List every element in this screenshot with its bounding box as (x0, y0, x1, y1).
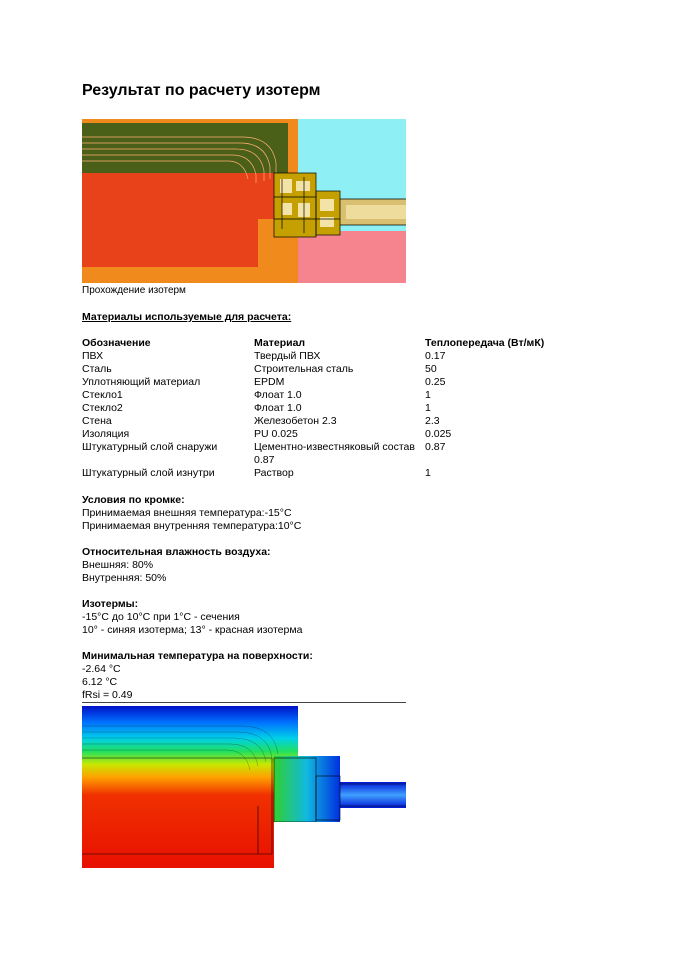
cell: 0.87 (425, 441, 446, 453)
cell: 0.25 (425, 376, 446, 388)
cell: Цементно-известняковый состав 0.87 (254, 441, 415, 466)
text-line: -2.64 °C (82, 663, 121, 675)
cell: Уплотняющий материал (82, 376, 201, 388)
table-row (82, 467, 575, 480)
cell: Стекло2 (82, 402, 123, 414)
cell: Твердый ПВХ (254, 350, 321, 362)
table-row (82, 376, 575, 389)
text-line: Принимаемая внешняя температура:-15°C (82, 507, 292, 519)
table-row (82, 441, 575, 467)
table-row (82, 350, 575, 363)
materials-heading: Материалы используемые для расчета: (82, 311, 292, 323)
figure-caption: Прохождение изотерм (82, 285, 186, 296)
humidity-heading: Относительная влажность воздуха: (82, 546, 271, 558)
table-header-row (82, 337, 575, 350)
table-row (82, 363, 575, 376)
min-temp-heading: Минимальная температура на поверхности: (82, 650, 313, 662)
cell: Строительная сталь (254, 363, 354, 375)
column-header: Обозначение (82, 337, 151, 349)
cell: Железобетон 2.3 (254, 415, 337, 427)
cell: 1 (425, 389, 431, 401)
cell: EPDM (254, 376, 285, 388)
table-row (82, 402, 575, 415)
text-line: Внешняя: 80% (82, 559, 154, 571)
table-row (82, 389, 575, 402)
text-line: fRsi = 0.49 (82, 689, 133, 701)
table-row (82, 428, 575, 441)
isotherms-heading: Изотермы: (82, 598, 139, 610)
text-line: 10° - синяя изотерма; 13° - красная изотерма (82, 624, 303, 636)
temperature-gradient-figure (82, 706, 406, 868)
cell: Флоат 1.0 (254, 389, 302, 401)
cell: Стекло1 (82, 389, 123, 401)
table-row (82, 415, 575, 428)
cell: Штукатурный слой снаружи (82, 441, 218, 453)
isotherm-material-figure (82, 119, 406, 283)
text-line: Внутренняя: 50% (82, 572, 167, 584)
column-header: Материал (254, 337, 306, 349)
cell: 1 (425, 467, 431, 479)
text-line: -15°C до 10°C при 1°C - сечения (82, 611, 240, 623)
cell: 0.025 (425, 428, 452, 440)
cell: Штукатурный слой изнутри (82, 467, 215, 479)
text-line: 6.12 °C (82, 676, 118, 688)
cell: 1 (425, 402, 431, 414)
column-header: Теплопередача (Вт/мК) (425, 337, 545, 349)
materials-table (82, 337, 575, 480)
cell: Изоляция (82, 428, 130, 440)
page-title: Результат по расчету изотерм (82, 82, 321, 99)
cell: Флоат 1.0 (254, 402, 302, 414)
cell: Раствор (254, 467, 294, 479)
cell: 0.17 (425, 350, 446, 362)
cell: ПВХ (82, 350, 104, 362)
divider (82, 702, 406, 703)
cell: Сталь (82, 363, 112, 375)
cell: 2.3 (425, 415, 440, 427)
cell: 50 (425, 363, 437, 375)
cell: PU 0.025 (254, 428, 298, 440)
text-line: Принимаемая внутренняя температура:10°C (82, 520, 302, 532)
cell: Стена (82, 415, 112, 427)
boundary-heading: Условия по кромке: (82, 494, 185, 506)
